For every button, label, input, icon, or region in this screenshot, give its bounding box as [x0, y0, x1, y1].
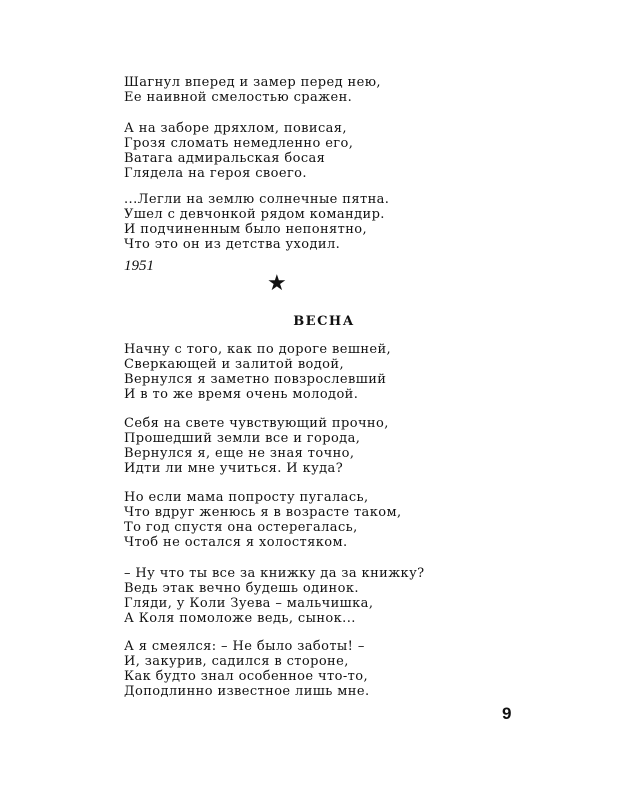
verse-line: Прошедший земли все и города, — [124, 431, 361, 446]
verse-line: А на заборе дряхлом, повисая, — [124, 121, 347, 136]
poem-title: ВЕСНА — [293, 314, 355, 329]
stanza — [124, 566, 425, 626]
verse-line: Что это он из детства уходил. — [124, 237, 341, 252]
stanza — [124, 121, 353, 181]
verse-line: То год спустя она остерегалась, — [124, 520, 358, 535]
star-separator-icon: ★ — [267, 271, 287, 296]
verse-line: И, закурив, садился в стороне, — [124, 654, 349, 669]
page-number: 9 — [502, 704, 512, 723]
verse-line: Гляди, у Коли Зуева – мальчишка, — [124, 596, 374, 611]
verse-line: Ватага адмиральская босая — [124, 151, 326, 166]
verse-line: Чтоб не остался я холостяком. — [124, 535, 348, 550]
stanza — [124, 490, 402, 550]
verse-line: Глядела на героя своего. — [124, 166, 307, 181]
verse-line: Но если мама попросту пугалась, — [124, 490, 369, 505]
verse-line: А я смеялся: – Не было заботы! – — [124, 639, 365, 654]
verse-line: – Ну что ты все за книжку да за книжку? — [124, 566, 425, 581]
verse-line: Ушел с девчонкой рядом командир. — [124, 207, 385, 222]
verse-line: Ее наивной смелостью сражен. — [124, 90, 353, 105]
verse-line: Как будто знал особенное что-то, — [124, 669, 368, 684]
verse-line: Вернулся я заметно повзрослевший — [124, 372, 387, 387]
verse-line: Доподлинно известное лишь мне. — [124, 684, 370, 699]
verse-line: Идти ли мне учиться. И куда? — [124, 461, 344, 476]
verse-line: И подчиненным было непонятно, — [124, 222, 368, 237]
verse-line: И в то же время очень молодой. — [124, 387, 359, 402]
stanza — [124, 639, 369, 699]
poem-year: 1951 — [124, 258, 154, 274]
verse-line: Что вдруг женюсь я в возрасте таком, — [124, 505, 402, 520]
verse-line: ...Легли на землю солнечные пятна. — [124, 192, 390, 207]
stanza — [124, 342, 391, 402]
verse-line: Ведь этак вечно будешь одинок. — [124, 581, 359, 596]
verse-line: Шагнул вперед и замер перед нею, — [124, 75, 381, 90]
stanza — [124, 192, 389, 252]
stanza — [124, 416, 389, 476]
verse-line: Сверкающей и залитой водой, — [124, 357, 344, 372]
stanza — [124, 75, 381, 105]
verse-line: Себя на свете чувствующий прочно, — [124, 416, 389, 431]
verse-line: А Коля помоложе ведь, сынок... — [124, 611, 356, 626]
verse-line: Начну с того, как по дороге вешней, — [124, 342, 392, 357]
verse-line: Грозя сломать немедленно его, — [124, 136, 354, 151]
verse-line: Вернулся я, еще не зная точно, — [124, 446, 355, 461]
